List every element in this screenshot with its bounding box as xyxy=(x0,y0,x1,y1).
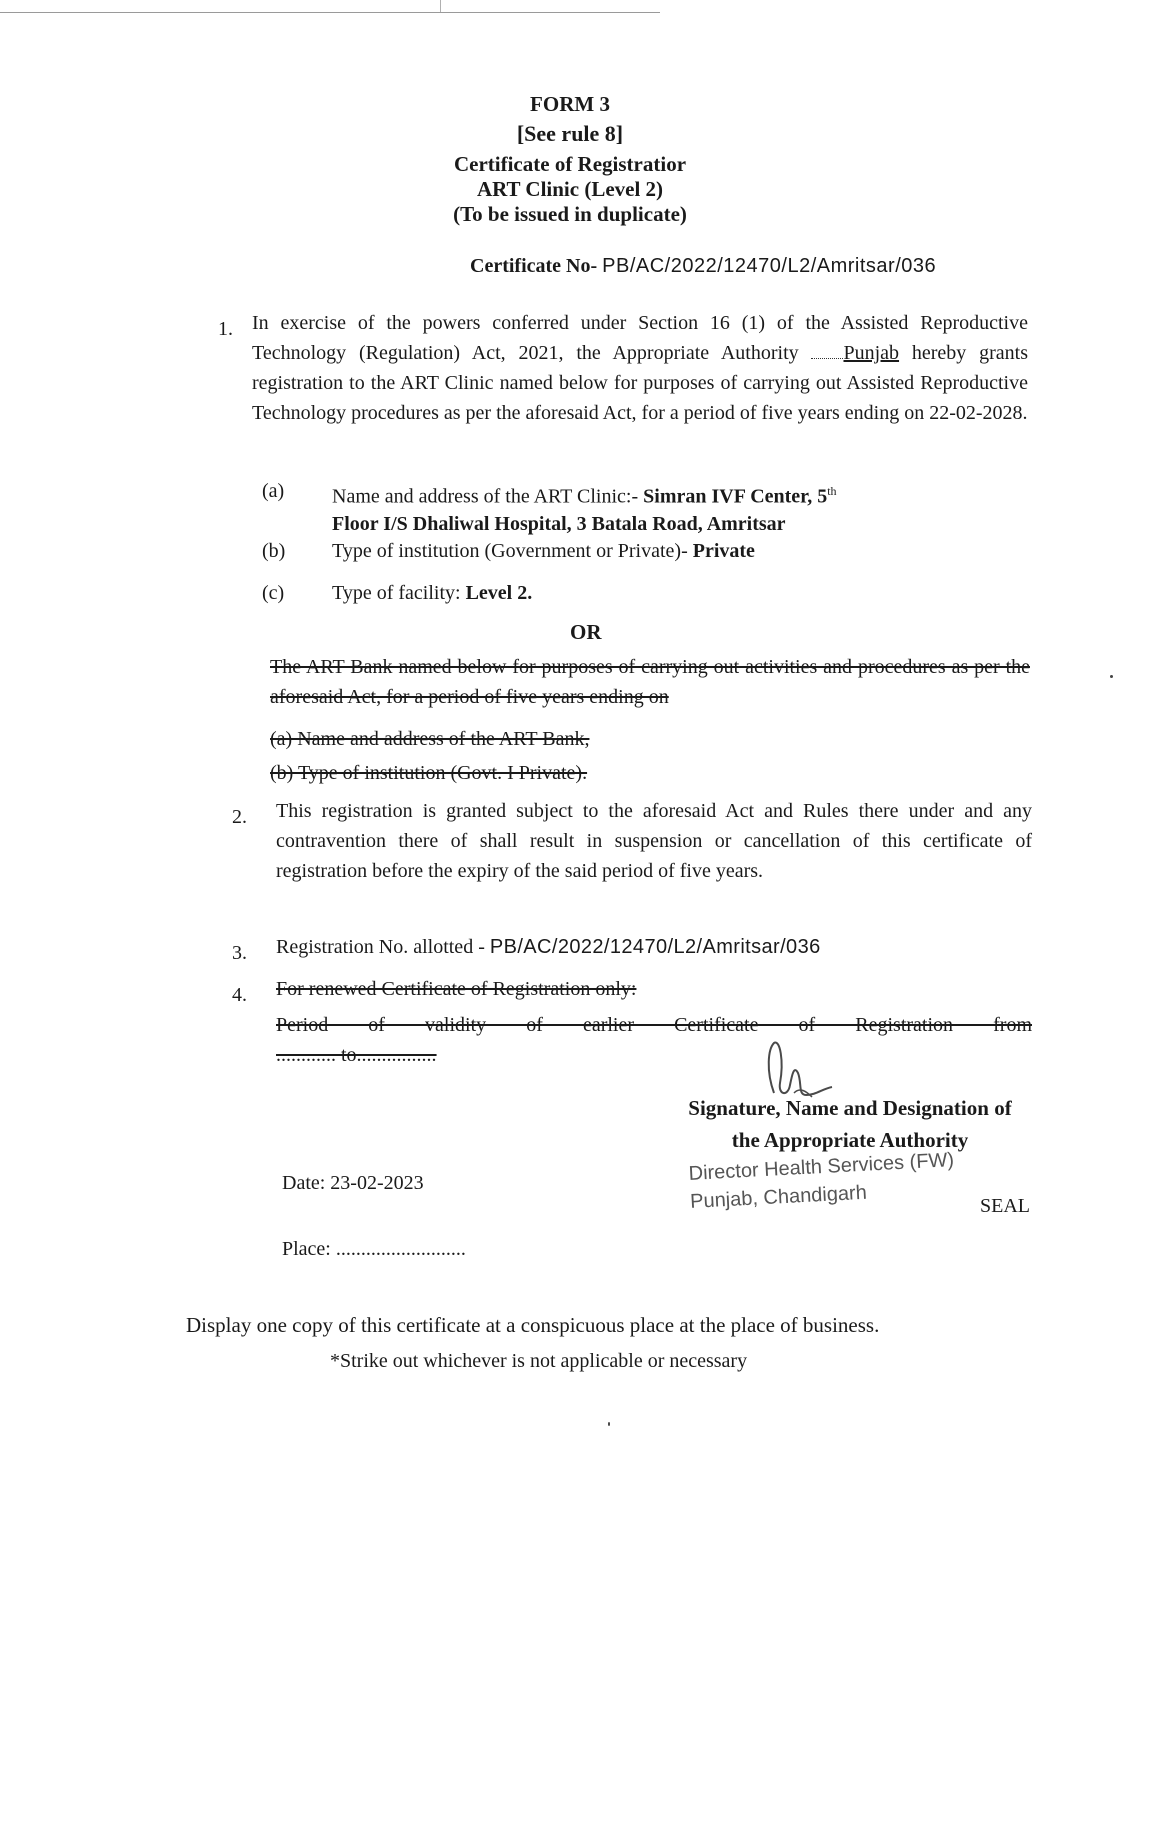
issue-place: Place: .......................... xyxy=(282,1238,466,1260)
item-1a-content xyxy=(332,478,1052,538)
stamp-line-2: Punjab, Chandigarh xyxy=(689,1181,868,1213)
certificate-number xyxy=(470,255,936,278)
item-3-value: PB/AC/2022/12470/L2/Amritsar/036 xyxy=(489,936,821,958)
item-1b-label: (b) xyxy=(262,540,286,562)
item-1-number: 1. xyxy=(218,318,233,340)
item-3-content xyxy=(276,932,1036,962)
issue-date: Date: 23-02-2023 xyxy=(282,1172,424,1194)
form-note: (To be issued in duplicate) xyxy=(453,202,687,226)
art-bank-item-b: (b) Type of institution (Govt. I Private). xyxy=(270,762,588,784)
footer-strike-note: *Strike out whichever is not applicable or necessary xyxy=(330,1350,748,1372)
item-1-text-b: hereby grants registration to the ART Clinic named below for purposes of carrying out Assisted Reproductive Technology procedures as per the aforesaid Act, for a period of five years ending on 22-02-2028. xyxy=(252,342,1029,424)
scan-speck xyxy=(1110,675,1113,678)
art-bank-item-a: (a) Name and address of the ART Bank, xyxy=(270,728,590,750)
item-2-number: 2. xyxy=(232,806,247,828)
item-1a-label: (a) xyxy=(262,480,285,502)
form-title: Certificate of Registratior xyxy=(453,152,687,176)
stamp-line-1: Director Health Services (FW) xyxy=(688,1149,955,1185)
item-4-title: For renewed Certificate of Registration only: xyxy=(276,978,637,1000)
item-1-authority: Punjab xyxy=(843,342,900,364)
item-1-text-a: In exercise of the powers conferred under Section 16 (1) of the Assisted Reproductive Technology (Regulation) Act, 2021, the Appropriate Authority xyxy=(252,312,1028,364)
item-1c-content xyxy=(332,580,1052,607)
item-1a-value: Simran IVF Center, 5 xyxy=(643,485,828,508)
item-1c-label: (c) xyxy=(262,582,285,604)
authority-stamp xyxy=(688,1146,956,1216)
signature-line-1: Signature, Name and Designation of xyxy=(688,1096,1012,1120)
scan-edge-line xyxy=(0,12,660,13)
item-1c-value: Level 2. xyxy=(465,582,533,604)
item-1a-value2: Floor I/S Dhaliwal Hospital, 3 Batala Road, Amritsar xyxy=(332,512,786,535)
item-1a-text: Name and address of the ART Clinic:- xyxy=(332,485,639,508)
scan-speck xyxy=(608,1422,610,1426)
form-number: FORM 3 xyxy=(530,92,610,116)
item-4-range: ............ to................ xyxy=(276,1044,437,1066)
item-3-label: Registration No. allotted - xyxy=(276,936,485,958)
item-1a-sup: th xyxy=(827,484,837,498)
item-1-blank xyxy=(811,358,843,359)
item-1-paragraph xyxy=(252,308,1028,428)
form-header xyxy=(400,92,740,227)
certificate-number-value: PB/AC/2022/12470/L2/Amritsar/036 xyxy=(602,255,937,277)
item-3-number: 3. xyxy=(232,942,247,964)
or-separator: OR xyxy=(570,620,602,644)
art-bank-paragraph: The ART Bank named below for purposes of carrying out activities and procedures as per the aforesaid Act, for a period of five years ending on xyxy=(270,656,1030,708)
item-4-number: 4. xyxy=(232,984,247,1006)
certificate-number-label: Certificate No- xyxy=(470,255,598,277)
seal-label: SEAL xyxy=(980,1195,1030,1217)
item-1b-text: Type of institution (Government or Private)- xyxy=(332,540,688,562)
form-rule: [See rule 8] xyxy=(516,121,624,146)
footer-display-note: Display one copy of this certificate at a conspicuous place at the place of business. xyxy=(186,1313,880,1337)
item-2-paragraph: This registration is granted subject to the aforesaid Act and Rules there under and any contravention there of shall result in suspension or cancellation of this certificate of registration before the expiry of the said period of five years. xyxy=(276,800,1032,882)
item-1b-content xyxy=(332,538,1052,565)
item-1c-text: Type of facility: xyxy=(332,582,461,604)
signature-block xyxy=(650,1092,1050,1156)
item-1b-value: Private xyxy=(692,540,755,562)
scan-edge-mark xyxy=(440,0,441,12)
signature-line-2: the Appropriate Authority xyxy=(731,1128,969,1152)
item-4-text: Period of validity of earlier Certificate of Registration from xyxy=(276,1014,1032,1036)
form-subtitle: ART Clinic (Level 2) xyxy=(476,177,664,201)
